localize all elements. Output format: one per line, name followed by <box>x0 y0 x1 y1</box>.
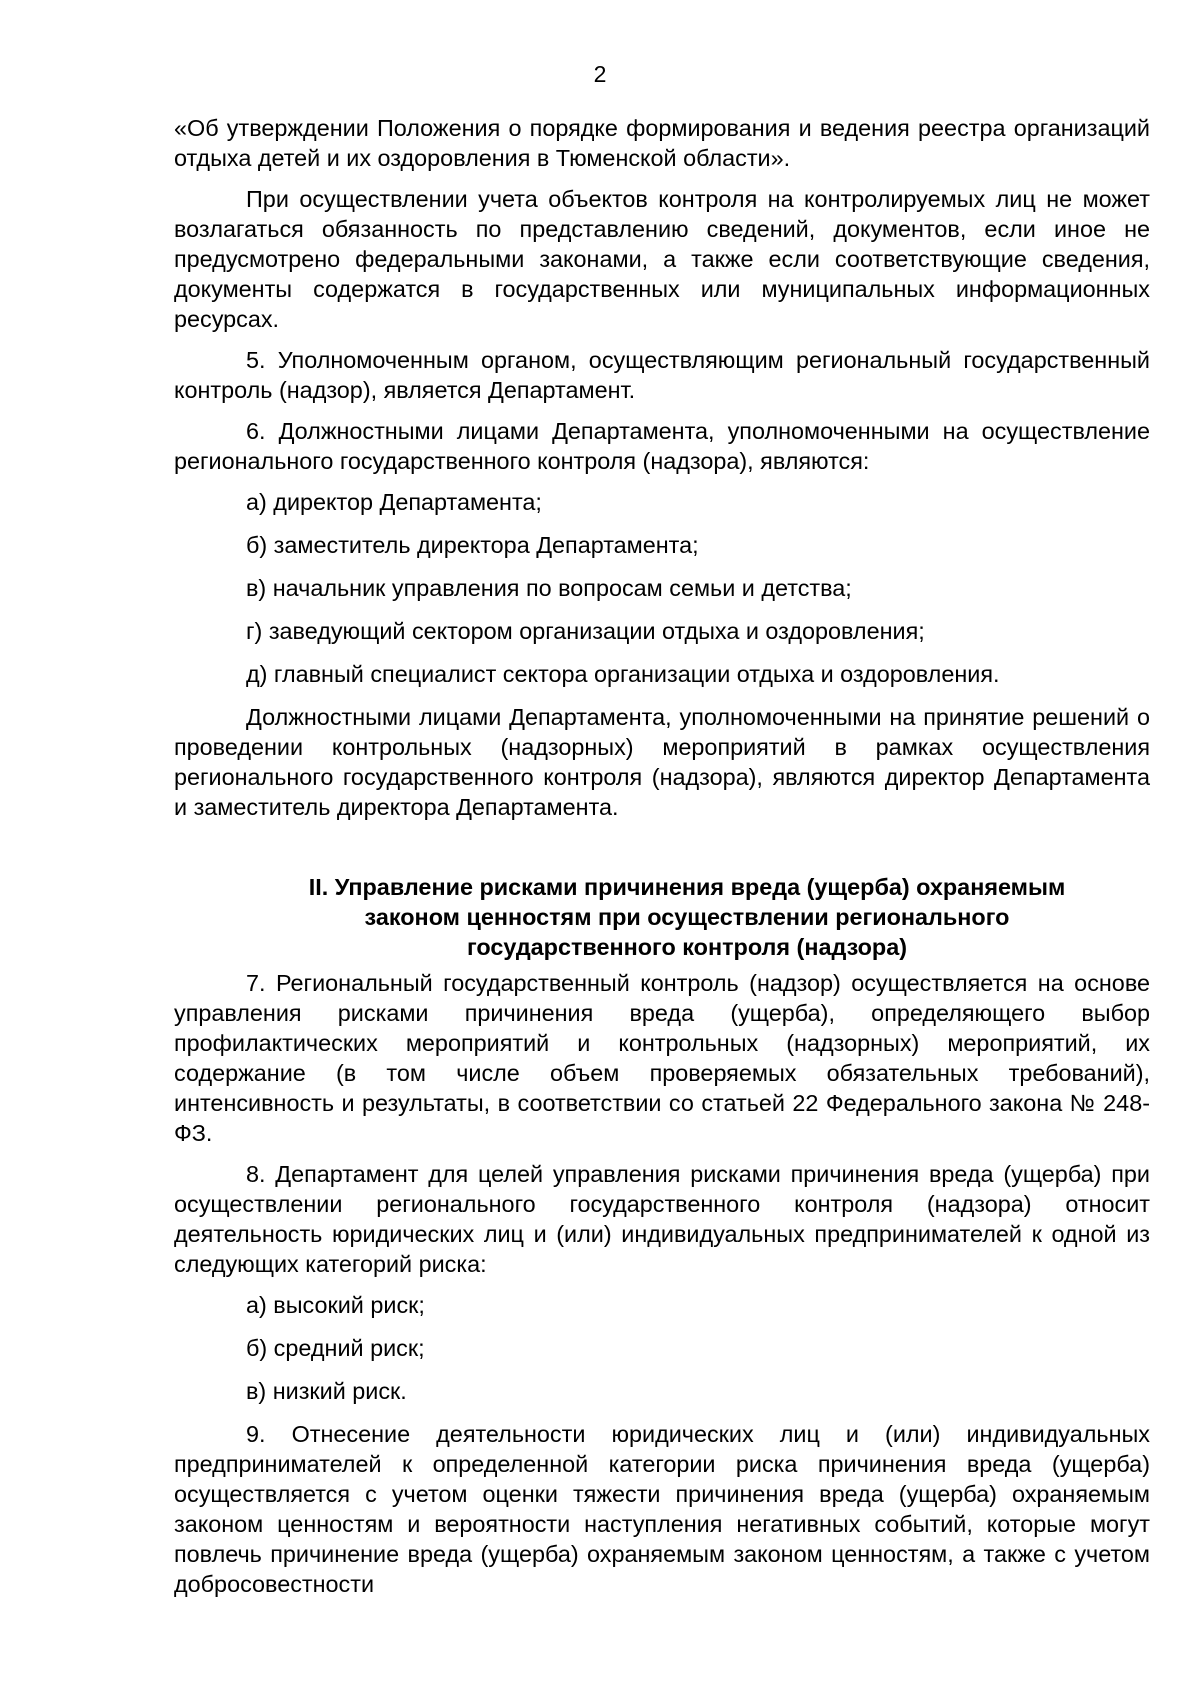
paragraph-5: 5. Уполномоченным органом, осуществляющим региональный государственный контроль (надзор), является Департамент. <box>174 347 1150 403</box>
paragraph-decision-officials: Должностными лицами Департамента, уполномоченными на принятие решений о проведении контрольных (надзорных) мероприятий в рамках осуществления регионального государственного контроля (надзора), являются директор Департамента и заместитель директора Департамента. <box>174 704 1150 820</box>
page-number: 2 <box>593 61 607 87</box>
paragraph-accounting: При осуществлении учета объектов контроля на контролируемых лиц не может возлагаться обязанность по представлению сведений, документов, если иное не предусмотрено федеральными законами, а также если соответствующие сведения, документы содержатся в государственных или муниципальных информационных ресурсах. <box>174 186 1150 332</box>
list-item-g: г) заведующий сектором организации отдыха и оздоровления; <box>246 618 925 644</box>
section-heading-line: государственного контроля (надзора) <box>466 934 908 960</box>
list-item-low-risk: в) низкий риск. <box>246 1378 407 1404</box>
list-item-b: б) заместитель директора Департамента; <box>246 532 699 558</box>
paragraph-7: 7. Региональный государственный контроль (надзор) осуществляется на основе управления рисками причинения вреда (ущерба), определяющего выбор профилактических мероприятий и контрольных (надзорных) мероприятий, их содержание (в том числе объем проверяемых обязательных требований), интенсивность и результаты, в соответствии со статьей 22 Федерального закона № 248-ФЗ. <box>174 970 1150 1146</box>
paragraph-6: 6. Должностными лицами Департамента, уполномоченными на осуществление регионального государственного контроля (надзора), являются: <box>174 418 1150 474</box>
list-item-v: в) начальник управления по вопросам семьи и детства; <box>246 575 852 601</box>
section-heading-ii <box>174 872 1150 962</box>
section-heading-line: законом ценностям при осуществлении регионального <box>364 904 1010 930</box>
list-item-d: д) главный специалист сектора организации отдыха и оздоровления. <box>246 661 1000 687</box>
document-body <box>174 113 1150 1610</box>
list-item-a: а) директор Департамента; <box>246 489 542 515</box>
paragraph-8: 8. Департамент для целей управления рисками причинения вреда (ущерба) при осуществлении регионального государственного контроля (надзора) относит деятельность юридических лиц и (или) индивидуальных предпринимателей к одной из следующих категорий риска: <box>174 1161 1150 1277</box>
list-item-high-risk: а) высокий риск; <box>246 1292 425 1318</box>
list-item-medium-risk: б) средний риск; <box>246 1335 425 1361</box>
section-heading-line: II. Управление рисками причинения вреда (ущерба) охраняемым <box>308 874 1066 900</box>
paragraph-intro-continuation: «Об утверждении Положения о порядке формирования и ведения реестра организаций отдыха детей и их оздоровления в Тюменской области». <box>174 115 1150 171</box>
paragraph-9: 9. Отнесение деятельности юридических лиц и (или) индивидуальных предпринимателей к определенной категории риска причинения вреда (ущерба) осуществляется с учетом оценки тяжести причинения вреда (ущерба) охраняемым законом ценностям и вероятности наступления негативных событий, которые могут повлечь причинение вреда (ущерба) охраняемым законом ценностям, а также с учетом добросовестности <box>174 1421 1150 1597</box>
